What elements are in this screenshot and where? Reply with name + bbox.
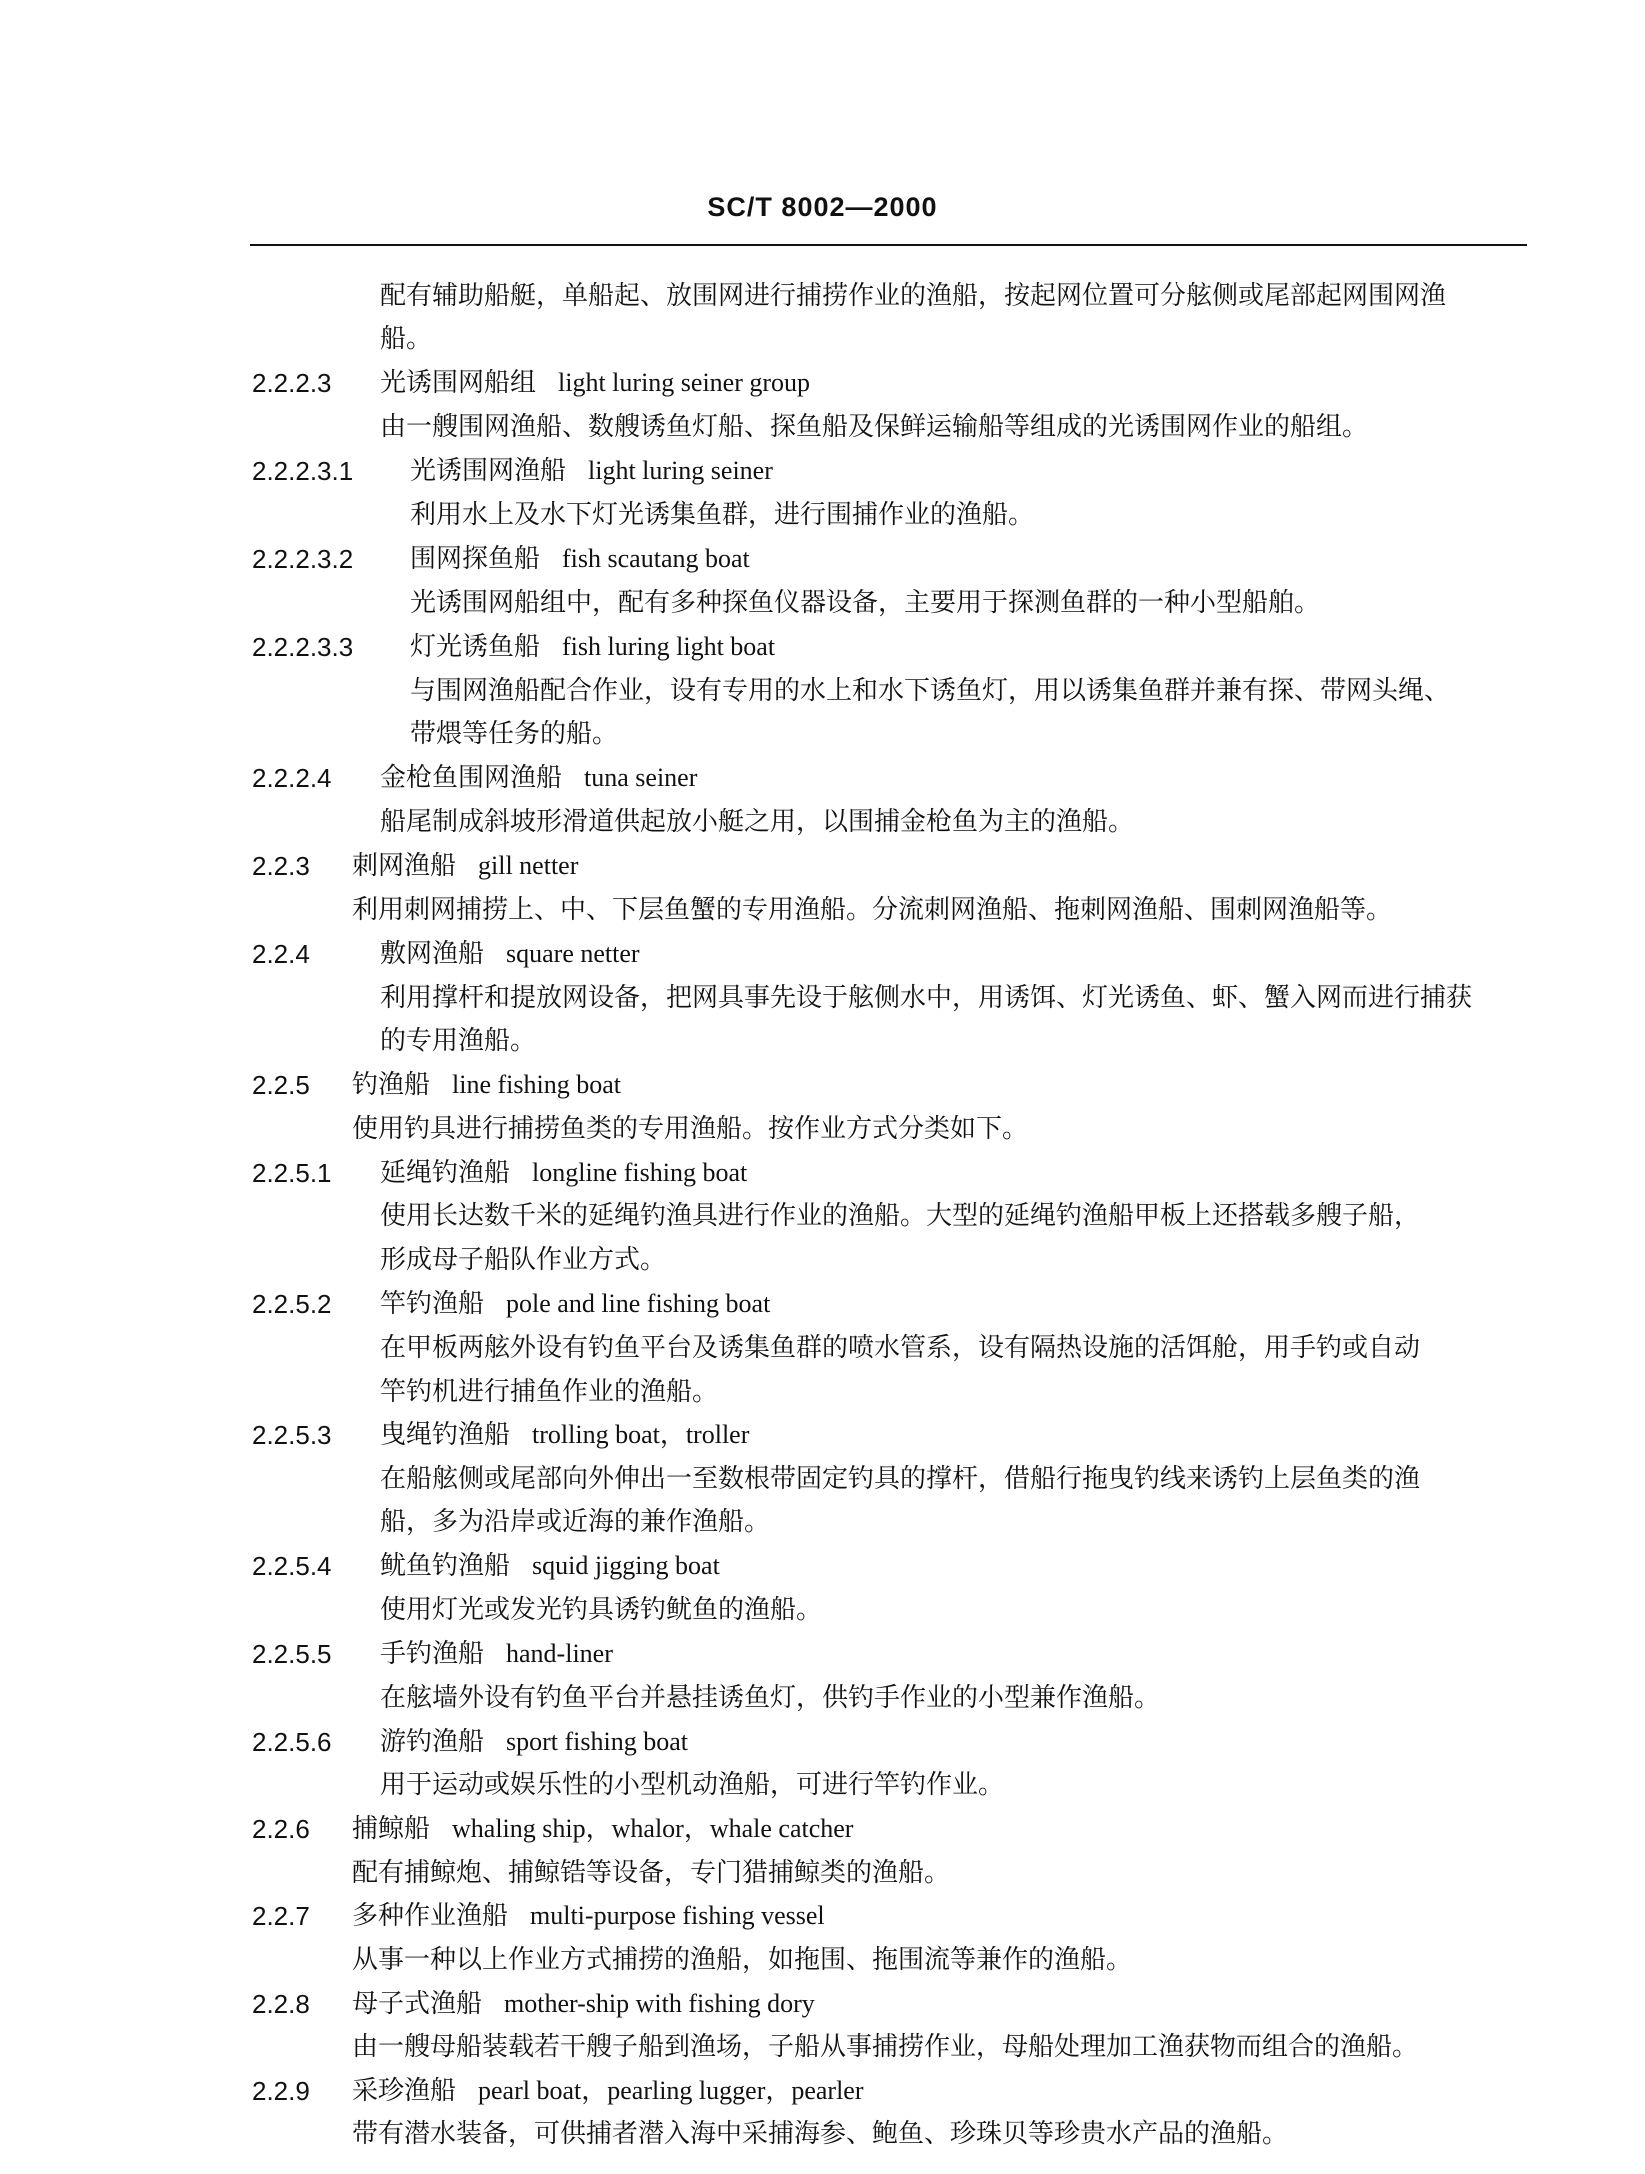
term-chinese: 光诱围网船组 — [380, 368, 537, 398]
term-chinese: 敷网渔船 — [380, 939, 485, 969]
body-text: 利用刺网捕捞上、中、下层鱼蟹的专用渔船。分流刺网渔船、拖刺网渔船、围刺网渔船等。 — [352, 895, 1393, 925]
body-text: 用于运动或娱乐性的小型机动渔船，可进行竿钓作业。 — [380, 1770, 1005, 1800]
term-chinese: 捕鲸船 — [352, 1814, 431, 1844]
body-text: 的专用渔船。 — [380, 1026, 537, 1056]
clause-number: 2.2.2.3.2 — [252, 544, 354, 574]
body-text: 船尾制成斜坡形滑道供起放小艇之用，以围捕金枪鱼为主的渔船。 — [380, 807, 1135, 837]
term-text — [352, 1067, 621, 1103]
term-english: gill netter — [478, 851, 579, 880]
term-english: light luring seiner group — [558, 368, 811, 397]
term-english: sport fishing boat — [506, 1727, 689, 1756]
header-rule — [250, 244, 1527, 246]
term-english: fish luring light boat — [562, 632, 776, 661]
term-english: fish scautang boat — [562, 544, 750, 573]
term-text — [352, 1898, 825, 1934]
term-chinese: 钓渔船 — [352, 1070, 431, 1100]
body-text: 使用钓具进行捕捞鱼类的专用渔船。按作业方式分类如下。 — [352, 1114, 1029, 1144]
clause-number: 2.2.5.3 — [252, 1420, 332, 1450]
clause-number: 2.2.5.1 — [252, 1158, 332, 1188]
body-text: 由一艘母船装载若干艘子船到渔场，子船从事捕捞作业，母船处理加工渔获物而组合的渔船。 — [352, 2032, 1419, 2062]
clause-number: 2.2.5.6 — [252, 1727, 332, 1757]
clause-number: 2.2.5 — [252, 1070, 310, 1100]
body-text: 带煨等任务的船。 — [410, 719, 619, 749]
term-chinese: 鱿鱼钓渔船 — [380, 1551, 511, 1581]
term-text — [380, 1286, 770, 1322]
term-english: mother-ship with fishing dory — [504, 1989, 815, 2018]
clause-number: 2.2.2.3.3 — [252, 632, 354, 662]
term-chinese: 手钓渔船 — [380, 1639, 485, 1669]
clause-number: 2.2.7 — [252, 1901, 310, 1931]
term-text — [410, 541, 750, 577]
term-english: square netter — [506, 939, 640, 968]
term-english: pole and line fishing boat — [506, 1289, 771, 1318]
term-text — [380, 1155, 747, 1191]
term-english: hand-liner — [506, 1639, 613, 1668]
term-english: pearl boat，pearling lugger，pearler — [478, 2076, 864, 2105]
body-text: 利用撑杆和提放网设备，把网具事先设于舷侧水中，用诱饵、灯光诱鱼、虾、蟹入网而进行捕获 — [380, 983, 1473, 1013]
term-english: light luring seiner — [588, 456, 773, 485]
body-text: 光诱围网船组中，配有多种探鱼仪器设备，主要用于探测鱼群的一种小型船舶。 — [410, 588, 1321, 618]
body-text: 利用水上及水下灯光诱集鱼群，进行围捕作业的渔船。 — [410, 500, 1035, 530]
term-chinese: 延绳钓渔船 — [380, 1158, 511, 1188]
term-text — [352, 2073, 864, 2109]
clause-number: 2.2.5.2 — [252, 1289, 332, 1319]
term-text — [380, 1548, 720, 1584]
term-text — [380, 365, 810, 401]
clause-number: 2.2.2.3 — [252, 368, 332, 398]
body-text: 从事一种以上作业方式捕捞的渔船，如拖围、拖围流等兼作的渔船。 — [352, 1945, 1133, 1975]
term-text — [410, 629, 775, 665]
term-text — [380, 1724, 688, 1760]
clause-number: 2.2.5.4 — [252, 1551, 332, 1581]
body-text: 在甲板两舷外设有钓鱼平台及诱集鱼群的喷水管系，设有隔热设施的活饵舱，用手钓或自动 — [380, 1333, 1421, 1363]
body-text: 竿钓机进行捕鱼作业的渔船。 — [380, 1377, 719, 1407]
clause-number: 2.2.6 — [252, 1814, 310, 1844]
term-text — [380, 760, 697, 796]
term-text — [352, 848, 578, 884]
term-text — [380, 1417, 749, 1453]
body-text: 在舷墙外设有钓鱼平台并悬挂诱鱼灯，供钓手作业的小型兼作渔船。 — [380, 1683, 1161, 1713]
body-text: 形成母子船队作业方式。 — [380, 1245, 667, 1275]
term-chinese: 曳绳钓渔船 — [380, 1420, 511, 1450]
clause-number: 2.2.9 — [252, 2076, 310, 2106]
body-text: 使用灯光或发光钓具诱钓鱿鱼的渔船。 — [380, 1595, 823, 1625]
clause-number: 2.2.4 — [252, 939, 310, 969]
term-chinese: 竿钓渔船 — [380, 1289, 485, 1319]
clause-number: 2.2.2.4 — [252, 763, 332, 793]
body-text: 由一艘围网渔船、数艘诱鱼灯船、探鱼船及保鲜运输船等组成的光诱围网作业的船组。 — [380, 412, 1369, 442]
term-chinese: 金枪鱼围网渔船 — [380, 763, 563, 793]
term-english: trolling boat，troller — [532, 1420, 750, 1449]
body-text: 船。 — [380, 324, 433, 354]
term-english: longline fishing boat — [532, 1158, 748, 1187]
term-text — [352, 1986, 815, 2022]
clause-number: 2.2.5.5 — [252, 1639, 332, 1669]
term-chinese: 刺网渔船 — [352, 851, 457, 881]
term-chinese: 游钓渔船 — [380, 1727, 485, 1757]
clause-number: 2.2.8 — [252, 1989, 310, 2019]
body-text: 船，多为沿岸或近海的兼作渔船。 — [380, 1507, 771, 1537]
term-chinese: 围网探鱼船 — [410, 544, 541, 574]
body-text: 使用长达数千米的延绳钓渔具进行作业的渔船。大型的延绳钓渔船甲板上还搭载多艘子船， — [380, 1201, 1421, 1231]
term-chinese: 采珍渔船 — [352, 2076, 457, 2106]
term-chinese: 光诱围网渔船 — [410, 456, 567, 486]
term-english: multi-purpose fishing vessel — [530, 1901, 825, 1930]
clause-number: 2.2.2.3.1 — [252, 456, 354, 486]
term-chinese: 灯光诱鱼船 — [410, 632, 541, 662]
body-text: 带有潜水装备，可供捕者潜入海中采捕海参、鲍鱼、珍珠贝等珍贵水产品的渔船。 — [352, 2119, 1289, 2149]
body-text: 配有捕鲸炮、捕鲸锆等设备，专门猎捕鲸类的渔船。 — [352, 1858, 951, 1888]
body-text: 配有辅助船艇，单船起、放围网进行捕捞作业的渔船，按起网位置可分舷侧或尾部起网围网渔 — [380, 281, 1447, 311]
term-english: whaling ship，whalor，whale catcher — [452, 1814, 854, 1843]
term-chinese: 多种作业渔船 — [352, 1901, 509, 1931]
document-header: SC/T 8002—2000 — [707, 192, 938, 222]
term-english: squid jigging boat — [532, 1551, 720, 1580]
term-text — [352, 1811, 853, 1847]
term-english: tuna seiner — [584, 763, 698, 792]
term-text — [380, 936, 640, 972]
body-text: 与围网渔船配合作业，设有专用的水上和水下诱鱼灯，用以诱集鱼群并兼有探、带网头绳、 — [410, 676, 1451, 706]
term-english: line fishing boat — [452, 1070, 621, 1099]
term-chinese: 母子式渔船 — [352, 1989, 483, 2019]
term-text — [380, 1636, 613, 1672]
body-text: 在船舷侧或尾部向外伸出一至数根带固定钓具的撑杆，借船行拖曳钓线来诱钓上层鱼类的渔 — [380, 1464, 1421, 1494]
term-text — [410, 453, 773, 489]
clause-number: 2.2.3 — [252, 851, 310, 881]
